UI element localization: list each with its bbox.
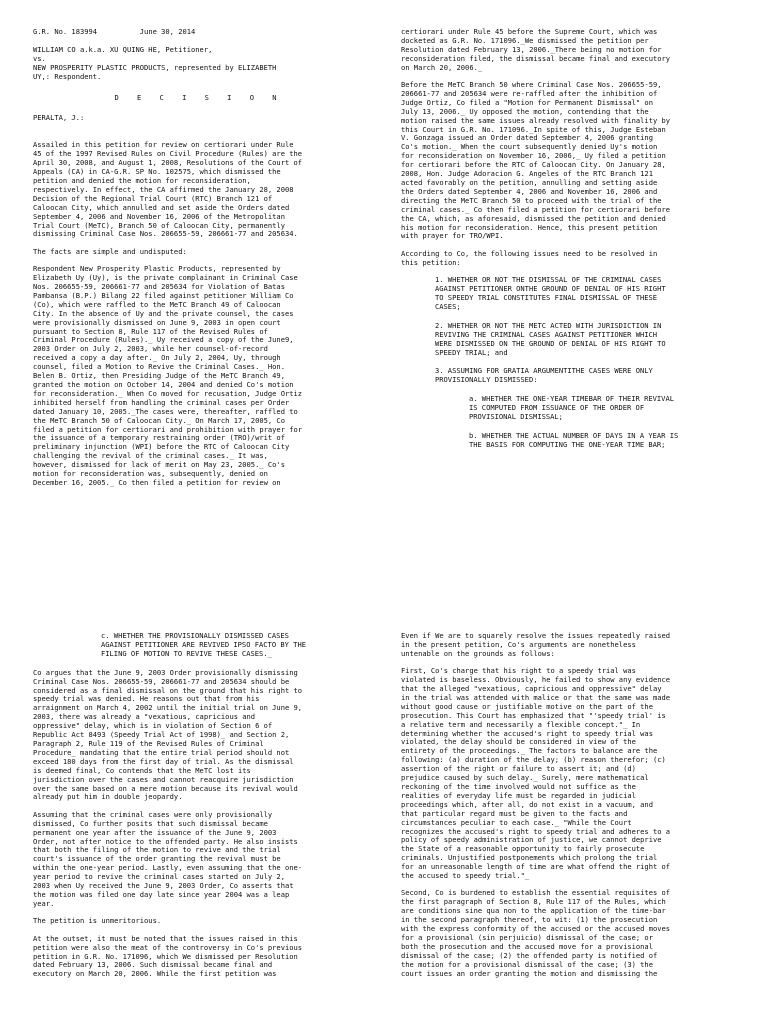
decision-date: June 30, 2014 [139, 27, 196, 36]
paragraph: According to Co, the following issues need to be resolved in this petition: [401, 248, 658, 267]
party-respondent: NEW PROSPERITY PLASTIC PRODUCTS, represented by ELIZABETH [33, 62, 277, 72]
paragraph: Second, Co is burdened to establish the essential requisites of the first paragraph of Section 8, Rule 117 of the Rules, which are conditions sine qua non to the application of the time-bar in the second paragraph thereof, to wit: (1) the prosecution with the express conformity of the accused or the accused moves for a provisional (sin perjuicio) dismissal of the case; or both the prosecution and the accused move for a provisional dismissal of the case; (2) the offended party is notified of the motion for a provisional dismissal of the case; (3) the court issues an order granting the motion and dismissing the [401, 888, 671, 978]
page1-right-column [401, 28, 733, 460]
paragraph: Assailed in this petition for review on certiorari under Rule 45 of the 1997 Revised Rules on Civil Procedure (Rules) are the April 30, 2008, and August 1, 2008, Resolutions of the Court of Appeals (CA) in CA-G.R. SP No. 102575, which dismissed the petition and denied the motion for reconsideration, respectively. In effect, the CA affirmed the January 28, 2008 Decision of the Regional Trial Court (RTC) Branch 121 of Caloocan City, which annulled and set aside the Orders dated September 4, 2006 and November 16, 2006 of the Metropolitan Trial Court (MeTC), Branch 50 of Caloocan City, permanently dismissing Criminal Case Nos. 206655-59, 206661-77 and 205634. [33, 140, 303, 239]
party-respondent-cont: UY,: Respondent. [33, 71, 102, 81]
page2-left-column [33, 632, 365, 988]
paragraph: Before the MeTC Branch 50 where Criminal Case Nos. 206655-59, 206661-77 and 205634 were re-raffled after the inhibition of Judge Ortiz, Co filed a "Motion for Permanent Dismissal" on July 13, 2006._ Uy opposed the motion, contending that the motion raised the same issues already resolved with finality by this Court in G.R. No. 171096._In spite of this, Judge Esteban V. Gonzaga issued an Order dated September 4, 2006 granting Co's motion._ When the court subsequently denied Uy's motion for reconsideration on November 16, 2006,_ Uy filed a petition for certiorari before the RTC of Caloocan City. On January 28, 2008, Hon. Judge Adoracion G. Angeles of the RTC Branch 121 acted favorably on the petition, annulling and setting aside the Orders dated September 4, 2006 and November 16, 2006 and directing the MeTC Branch 50 to proceed with the trial of the criminal cases._ Co then filed a petition for certiorari before the CA, which, as aforesaid, dismissed the petition and denied his motion for reconsideration. Hence, this present petition with prayer for TRO/WPI. [401, 80, 671, 241]
paragraph: Assuming that the criminal cases were only provisionally dismissed, Co further posits that such dismissal became permanent one year after the issuance of the June 9, 2003 Order, not after notice to the offended party. He also insists that both the filing of the motion to revive and the trial court's issuance of the order granting the revival must be within the one-year period. Lastly, even assuming that the one- year period to revive the criminal cases started on July 2, 2003 when Uy received the June 9, 2003 Order, Co asserts that the motion was filed one day late since year 2004 was a leap year. [33, 809, 303, 908]
page1-left-column [33, 28, 365, 496]
paragraph: First, Co's charge that his right to a speedy trial was violated is baseless. Obviously, he failed to show any evidence that the alleged "vexatious, capricious and oppressive" delay in the trial was attended with malice or that the same was made without good cause or justifiable motive on the part of the prosecution. This Court has emphasized that "'speedy trial' is a relative term and necessarily a flexible concept."_ In determining whether the accused's right to speedy trial was violated, the delay should be considered in view of the entirety of the proceedings._ The factors to balance are the following: (a) duration of the delay; (b) reason therefor; (c) assertion of the right or failure to assert it; and (d) prejudice caused by such delay._ Surely, mere mathematical reckoning of the time involved would not suffice as the realities of everyday life must be regarded in judicial proceedings which, after all, do not exist in a vacuum, and that particular regard must be given to the facts and circumstances peculiar to each case._ "While the Court recognizes the accused's right to speedy trial and adheres to a policy of speedy administration of justice, we cannot deprive the State of a reasonable opportunity to fairly prosecute criminals. Unjustified postponements which prolong the trial for an unreasonable length of time are what offend the right of the accused to speedy trial."_ [401, 666, 671, 881]
issue-item: 2. WHETHER OR NOT THE METC ACTED WITH JURISDICTION IN REVIVING THE CRIMINAL CASES AGAINST PETITIONER WHICH WERE DISMISSED ON THE GROUND OF DENIAL OF HIS RIGHT TO SPEEDY TRIAL; and [435, 320, 666, 357]
paragraph: certiorari under Rule 45 before the Supreme Court, which was docketed as G.R. No. 171096._We dismissed the petition per Resolution dated February 13, 2006._There being no motion for reconsideration filed, the dismissal became final and executory on March 20, 2006._ [401, 27, 671, 72]
document-page-2 [0, 612, 768, 1024]
paragraph: At the outset, it must be noted that the issues raised in this petition were also the meat of the controversy in Co's previous petition in G.R. No. 171096, which We dismissed per Resolution dated February 13, 2006. Such dismissal became final and executory on March 20, 2006. While the first petition was [33, 933, 303, 979]
paragraph: The petition is unmeritorious. [33, 916, 162, 926]
issue-item: 1. WHETHER OR NOT THE DISMISSAL OF THE CRIMINAL CASES AGAINST PETITIONER ONTHE GROUND OF DENIAL OF HIS RIGHT TO SPEEDY TRIAL CONSTITUTES FINAL DISMISSAL OF THESE CASES; [435, 275, 666, 311]
subissue-item: a. WHETHER THE ONE-YEAR TIMEBAR OF THEIR REVIVAL IS COMPUTED FROM ISSUANCE OF THE ORDER OF PROVISIONAL DISMISSAL; [469, 394, 674, 422]
paragraph: Even if We are to squarely resolve the issues repeatedly raised in the present petition, Co's arguments are nonetheless untenable on the grounds as follows: [401, 631, 671, 658]
paragraph: The facts are simple and undisputed: [33, 246, 187, 256]
decision-heading: D E C I S I O N [114, 92, 284, 102]
case-header-line [33, 28, 365, 37]
paragraph: Co argues that the June 9, 2003 Order provisionally dismissing Criminal Case Nos. 206655-59, 206661-77 and 205634 should be considered as a final dismissal on the ground that his right to speedy trial was denied. He reasons out that from his arraignment on March 4, 2002 until the initial trial on June 9, 2003, there was already a "vexatious, capricious and oppressive" delay, which is in violation of Section 6 of Republic Act 8493 (Speedy Trial Act of 1998)_ and Section 2, Paragraph 2, Rule 119 of the Revised Rules of Criminal Procedure_ mandating that the entire trial period should not exceed 180 days from the first day of trial. As the dismissal is deemed final, Co contends that the MeTC lost its jurisdiction over the cases and cannot reacquire jurisdiction over the same based on a mere motion because its revival would already put him in double jeopardy. [33, 667, 303, 802]
party-petitioner: WILLIAM CO a.k.a. XU QUING HE, Petitioner, [33, 44, 213, 54]
ponente: PERALTA, J.: [33, 113, 85, 123]
case-number: G.R. No. 183994 [33, 27, 98, 36]
subissue-item: c. WHETHER THE PROVISIONALLY DISMISSED CASES AGAINST PETITIONER ARE REVIVED IPSO FACTO BY THE FILING OF MOTION TO REVIVE THESE CASES._ [101, 631, 306, 658]
party-versus: vs. [33, 53, 46, 63]
paragraph: Respondent New Prosperity Plastic Products, represented by Elizabeth Uy (Uy), is the private complainant in Criminal Case Nos. 206655-59, 206661-77 and 205634 for Violation of Batas Pambansa (B.P.) Bilang 22 filed against petitioner William Co (Co), which were raffled to the MeTC Branch 49 of Caloocan City. In the absence of Uy and the private counsel, the cases were provisionally dismissed on June 9, 2003 in open court pursuant to Section 8, Rule 117 of the Revised Rules of Criminal Procedure (Rules)._ Uy received a copy of the June9, 2003 Order on July 2, 2003, while her counsel-of-record received a copy a day after._ On July 2, 2004, Uy, through counsel, filed a Motion to Revive the Criminal Cases._ Hon. Belen B. Ortiz, then Presiding Judge of the MeTC Branch 49, granted the motion on October 14, 2004 and denied Co's motion for reconsideration._ When Co moved for recusation, Judge Ortiz inhibited herself from handling the criminal cases per Order dated January 10, 2005._The cases were, thereafter, raffled to the MeTC Branch 50 of Caloocan City._ On March 17, 2005, Co filed a petition for certiorari and prohibition with prayer for the issuance of a temporary restraining order (TRO)/writ of preliminary injunction (WPI) before the RTC of Caloocan City challenging the revival of the criminal cases._ It was, however, dismissed for lack of merit on May 23, 2005._ Co's motion for reconsideration was, subsequently, denied on December 16, 2005._ Co then filed a petition for review on [33, 264, 303, 487]
issue-item: 3. ASSUMING FOR GRATIA ARGUMENTITHE CASES WERE ONLY PROVISIONALLY DISMISSED: [435, 366, 653, 385]
subissue-item: b. WHETHER THE ACTUAL NUMBER OF DAYS IN A YEAR IS THE BASIS FOR COMPUTING THE ONE-YEAR TIME BAR; [469, 430, 679, 449]
page2-right-column [401, 632, 733, 987]
